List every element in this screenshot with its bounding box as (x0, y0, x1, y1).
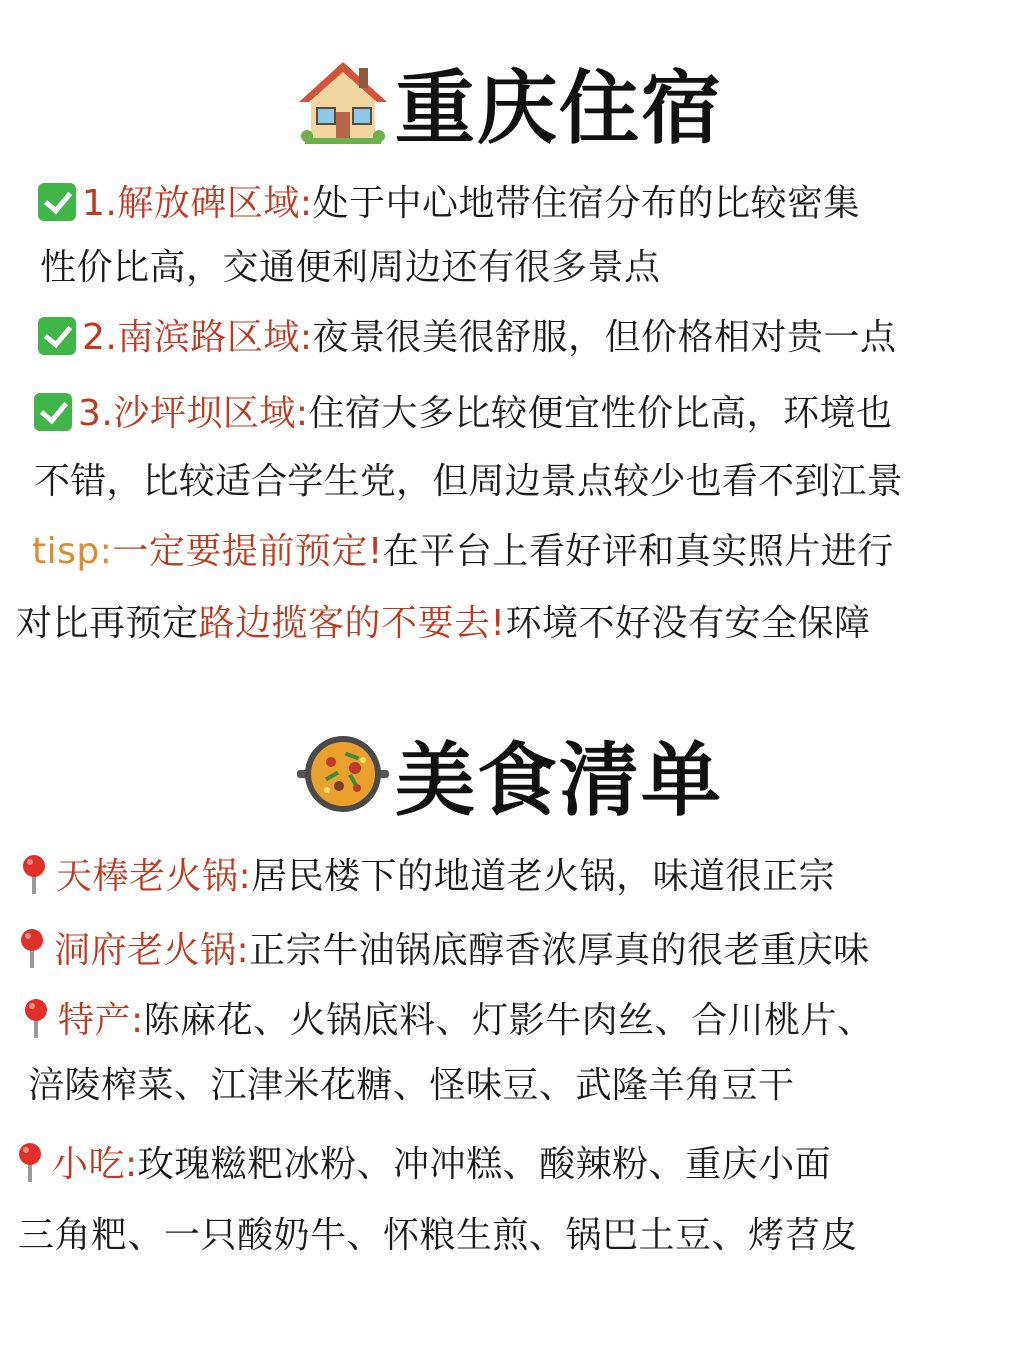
item-label: 2.南滨路区域: (82, 317, 313, 358)
lodging-item-3-cont: 不错，比较适合学生党，但周边景点较少也看不到江景 (34, 461, 903, 502)
item-label: 天棒老火锅: (56, 856, 252, 897)
pin-icon (16, 852, 52, 896)
paella-pan-icon (297, 728, 389, 820)
food-heading (0, 716, 1020, 831)
food-item-3-cont: 涪陵榨菜、江津米花糖、怪味豆、武隆羊角豆干 (28, 1065, 795, 1106)
item-text: 玫瑰糍粑冰粉、冲冲糕、酸辣粉、重庆小面 (137, 1144, 832, 1185)
tip-line-2 (16, 602, 870, 646)
tip-label: tisp: (32, 531, 113, 572)
food-title: 美食清单 (395, 734, 723, 827)
item-label: 特产: (58, 1000, 144, 1041)
item-text: 住宿大多比较便宜性价比高，环境也 (308, 393, 893, 434)
tip-text-3: 环境不好没有安全保障 (505, 603, 871, 644)
item-text: 处于中心地带住宿分布的比较密集 (312, 183, 860, 224)
tip-line-1 (32, 530, 894, 574)
lodging-heading (0, 44, 1020, 159)
food-item-2 (14, 926, 870, 973)
item-label: 小吃: (52, 1144, 138, 1185)
item-label: 3.沙坪坝区域: (78, 393, 309, 434)
item-label: 洞府老火锅: (54, 930, 250, 971)
pin-icon (18, 996, 54, 1040)
checkmark-icon (38, 183, 76, 221)
food-item-1 (16, 852, 835, 899)
pin-icon (12, 1140, 48, 1184)
lodging-item-1 (38, 182, 860, 226)
checkmark-icon (38, 317, 76, 355)
tip-emphasis: 一定要提前预定! (112, 531, 383, 572)
item-label: 1.解放碑区域: (82, 183, 313, 224)
tip-text: 在平台上看好评和真实照片进行 (382, 531, 894, 572)
food-item-3 (18, 996, 874, 1043)
tip-warning: 路边揽客的不要去! (198, 603, 506, 644)
lodging-item-1-cont: 性价比高，交通便利周边还有很多景点 (40, 247, 661, 288)
item-text: 陈麻花、火锅底料、灯影牛肉丝、合川桃片、 (143, 1000, 874, 1041)
house-icon (297, 56, 389, 148)
item-text: 正宗牛油锅底醇香浓厚真的很老重庆味 (249, 930, 870, 971)
food-item-4-cont: 三角粑、一只酸奶牛、怀粮生煎、锅巴土豆、烤苕皮 (18, 1215, 858, 1256)
pin-icon (14, 926, 50, 970)
lodging-title: 重庆住宿 (395, 62, 723, 155)
item-text: 居民楼下的地道老火锅，味道很正宗 (251, 856, 836, 897)
lodging-item-3 (34, 392, 893, 436)
checkmark-icon (34, 393, 72, 431)
item-text: 夜景很美很舒服，但价格相对贵一点 (312, 317, 897, 358)
tip-text-2: 对比再预定 (16, 603, 199, 644)
lodging-item-2 (38, 316, 897, 360)
food-item-4 (12, 1140, 831, 1187)
